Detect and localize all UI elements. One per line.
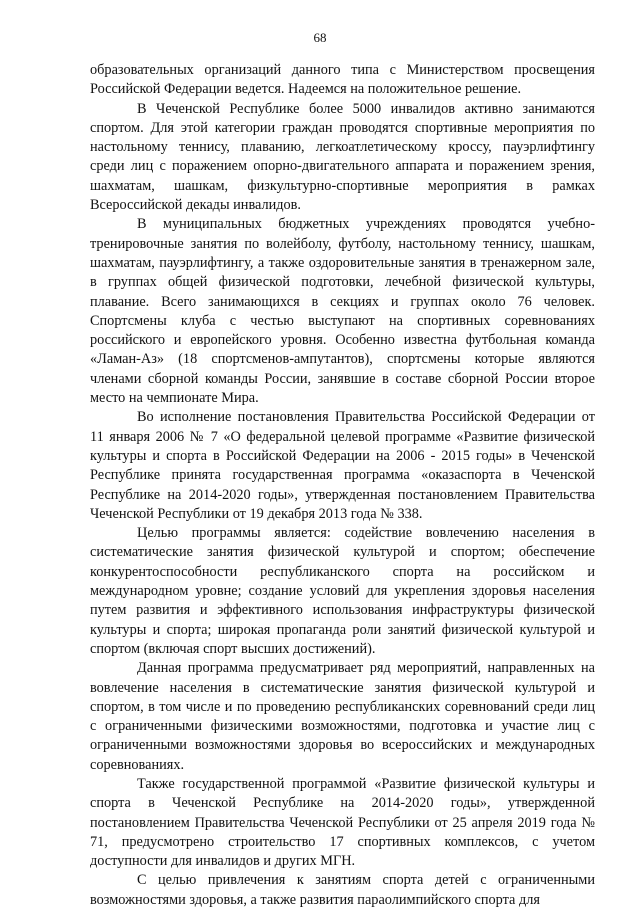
paragraph-6: Данная программа предусматривает ряд мероприятий, направленных на вовлечение населения в систематические занятия физической культурой и спортом, в том числе и по проведению республиканских соревнований среди лиц с ограниченными физическими возможностями, подготовка и участие лиц с ограниченными возможностями здоровья во всероссийских и международных соревнованиях. <box>90 660 595 773</box>
page-body <box>90 61 595 910</box>
paragraph-1: образовательных организаций данного типа с Министерством просвещения Российской Федерации ведется. Надеемся на положительное решение. <box>90 62 595 98</box>
paragraph-4: Во исполнение постановления Правительства Российской Федерации от 11 января 2006 № 7 «О федеральной целевой программе «Развитие физической культуры и спорта в Российской Федерации на 2006 - 2015 годы» в Чеченской Республике принята государственная программа «оказаспорта в Чеченской Республике на 2014-2020 годы», утвержденная постановлением Правительства Чеченской Республики от 19 декабря 2013 года № 338. <box>90 409 595 522</box>
paragraph-2: В Чеченской Республике более 5000 инвалидов активно занимаются спортом. Для этой категории граждан проводятся спортивные мероприятия по настольному теннису, плаванию, легкоатлетическому кроссу, пауэрлифтингу среди лиц с поражением опорно-двигательного аппарата и поражением зрения, шахматам, шашкам, физкультурно-спортивные мероприятия в рамках Всероссийской декады инвалидов. <box>90 100 595 214</box>
paragraph-5: Целью программы является: содействие вовлечению населения в систематические занятия физической культурой и спортом; обеспечение конкурентоспособности республиканского спорта на российском и международном уровне; создание условий для укрепления здоровья населения путем развития и эффективного использования инфраструктуры физической культуры и спорта; широкая пропаганда роли занятий физической культурой и спортом (включая спорт высших достижений). <box>90 525 595 657</box>
paragraph-7: Также государственной программой «Развитие физической культуры и спорта в Чеченской Республике на 2014-2020 годы», утвержденной постановлением Правительства Чеченской Республики от 25 апреля 2019 года № 71, предусмотрено строительство 17 спортивных комплексов, с учетом доступности для инвалидов и других МГН. <box>90 775 595 870</box>
page-number: 68 <box>313 30 327 45</box>
paragraph-8: С целью привлечения к занятиям спорта детей с ограниченными возможностями здоровья, а также развития параолимпийского спорта для <box>90 872 595 908</box>
paragraph-3: В муниципальных бюджетных учреждениях проводятся учебно-тренировочные занятия по волейболу, футболу, настольному теннису, шашкам, шахматам, пауэрлифтингу, а также оздоровительные занятия в тренажерном зале, в группах общей физической подготовки, лечебной физической культуры, плавание. Всего занимающихся в секциях и группах около 76 человек. Спортсмены клуба с честью выступают на спортивных соревнованиях российского и европейского уровня. Особенно известна футбольная команда «Ламан-Аз» (18 спортсменов-ампутантов), спортсмены которые являются членами сборной команды России, занявшие в составе сборной России второе место на чемпионате Мира. <box>90 216 595 407</box>
